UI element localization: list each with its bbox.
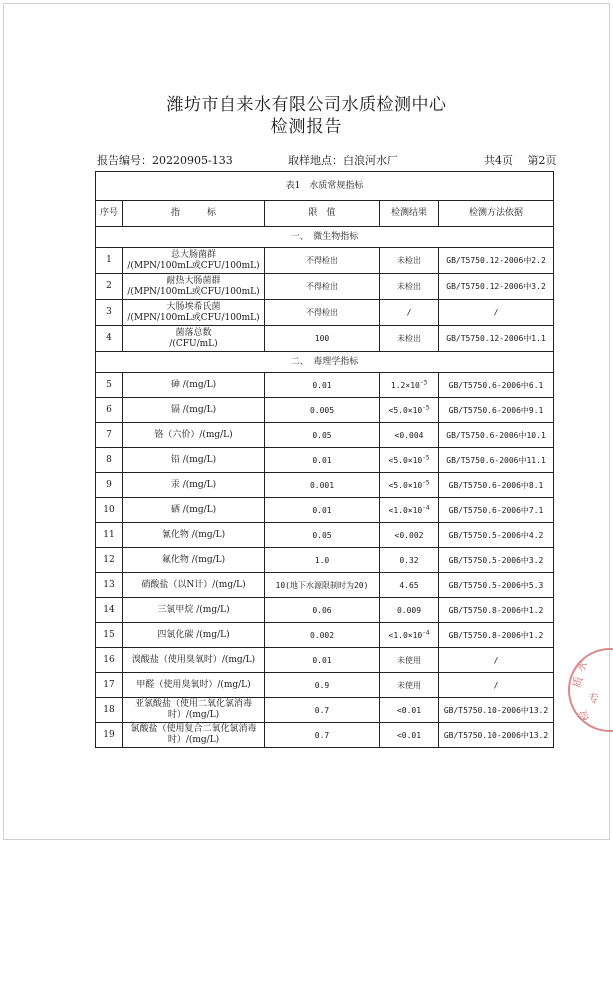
limit-value: 0.9: [265, 673, 380, 698]
method-basis: GB/T5750.5-2006中5.3: [439, 573, 554, 598]
indicator-cell: [123, 248, 265, 274]
result-exponent: -5: [422, 403, 430, 411]
indicator-name: 氟化物 /(mg/L): [161, 554, 226, 565]
indicator-cell: [123, 373, 265, 398]
indicator-cell: [123, 398, 265, 423]
result-value: <1.0×10: [388, 505, 423, 515]
table-caption: 表1 水质常规指标: [96, 172, 554, 201]
result-value: 4.65: [399, 580, 419, 590]
table-row: [96, 698, 554, 723]
section-title: 二、 毒理学指标: [96, 352, 554, 373]
result-value: 0.009: [396, 605, 422, 615]
limit-value: 0.01: [265, 373, 380, 398]
indicator-cell: [123, 274, 265, 300]
row-number: 15: [96, 623, 123, 648]
result-cell: [380, 498, 439, 523]
table-row: [96, 723, 554, 748]
result-value: 0.32: [399, 555, 419, 565]
indicator-cell: [123, 673, 265, 698]
row-number: 18: [96, 698, 123, 723]
limit-value: 不得检出: [265, 248, 380, 274]
result-cell: [380, 723, 439, 748]
row-number: 10: [96, 498, 123, 523]
result-value: 未检出: [397, 334, 421, 343]
method-basis: GB/T5750.6-2006中7.1: [439, 498, 554, 523]
result-cell: [380, 698, 439, 723]
indicator-name: 砷 /(mg/L): [170, 379, 217, 390]
table-row: [96, 423, 554, 448]
report-subtitle: 检测报告: [270, 117, 343, 137]
limit-value: 0.06: [265, 598, 380, 623]
section-header-row: [96, 227, 554, 248]
row-number: 8: [96, 448, 123, 473]
result-cell: [380, 300, 439, 326]
result-value: <5.0×10: [388, 480, 423, 490]
method-basis: GB/T5750.8-2006中1.2: [439, 623, 554, 648]
method-basis: GB/T5750.6-2006中8.1: [439, 473, 554, 498]
table-row: [96, 373, 554, 398]
row-number: 2: [96, 274, 123, 300]
indicator-unit: /(MPN/100mL或CFU/100mL): [127, 286, 260, 297]
indicator-cell: [123, 300, 265, 326]
method-basis: /: [439, 673, 554, 698]
indicator-name: 亚氯酸盐（使用二氧化氯消毒时）/(mg/L): [134, 699, 252, 720]
limit-value: 0.01: [265, 498, 380, 523]
method-basis: GB/T5750.6-2006中9.1: [439, 398, 554, 423]
result-value: /: [406, 308, 412, 317]
table-row: [96, 573, 554, 598]
method-basis: GB/T5750.8-2006中1.2: [439, 598, 554, 623]
result-cell: [380, 373, 439, 398]
row-number: 17: [96, 673, 123, 698]
result-cell: [380, 673, 439, 698]
result-cell: [380, 598, 439, 623]
table-row: [96, 274, 554, 300]
method-basis: GB/T5750.6-2006中10.1: [439, 423, 554, 448]
limit-value: 0.7: [265, 698, 380, 723]
table-row: [96, 498, 554, 523]
header-result: 检测结果: [380, 201, 439, 227]
method-basis: GB/T5750.10-2006中13.2: [439, 698, 554, 723]
result-cell: [380, 648, 439, 673]
row-number: 1: [96, 248, 123, 274]
table-row: [96, 598, 554, 623]
method-basis: /: [439, 300, 554, 326]
limit-value: 0.05: [265, 523, 380, 548]
indicator-unit: /(CFU/mL): [169, 338, 218, 349]
result-exponent: -3: [419, 378, 428, 386]
method-basis: GB/T5750.5-2006中3.2: [439, 548, 554, 573]
table-row: [96, 398, 554, 423]
limit-value: 不得检出: [265, 274, 380, 300]
indicator-name: 总大肠菌群: [170, 249, 216, 260]
table-row: [96, 248, 554, 274]
table-header-row: [96, 201, 554, 227]
section-header-row: [96, 352, 554, 373]
indicator-cell: [123, 723, 265, 748]
result-value: <0.004: [394, 430, 424, 440]
result-cell: [380, 423, 439, 448]
table-row: [96, 523, 554, 548]
table-row: [96, 300, 554, 326]
result-cell: [380, 473, 439, 498]
result-value: <0.01: [396, 705, 422, 715]
indicator-name: 四氯化碳 /(mg/L): [157, 629, 230, 640]
result-cell: [380, 398, 439, 423]
indicator-name: 耐热大肠菌群: [166, 275, 221, 286]
indicator-name: 镉 /(mg/L): [170, 404, 217, 415]
method-basis: GB/T5750.12-2006中1.1: [439, 326, 554, 352]
indicator-cell: [123, 698, 265, 723]
table-row: [96, 673, 554, 698]
table-caption-row: [96, 172, 554, 201]
result-cell: [380, 548, 439, 573]
limit-value: 不得检出: [265, 300, 380, 326]
indicator-name: 溴酸盐（使用臭氧时）/(mg/L): [131, 654, 256, 665]
report-number: 报告编号：20220905-133: [97, 154, 233, 167]
indicator-cell: [123, 473, 265, 498]
row-number: 3: [96, 300, 123, 326]
limit-value: 0.001: [265, 473, 380, 498]
table-row: [96, 548, 554, 573]
indicator-cell: [123, 573, 265, 598]
indicator-cell: [123, 548, 265, 573]
indicator-name: 菌落总数: [175, 327, 212, 338]
result-value: <0.01: [396, 730, 422, 740]
indicator-cell: [123, 448, 265, 473]
limit-value: 0.01: [265, 648, 380, 673]
method-basis: /: [439, 648, 554, 673]
row-number: 4: [96, 326, 123, 352]
limit-value: 0.7: [265, 723, 380, 748]
header-indicator: 指 标: [123, 201, 265, 227]
result-value: 未检出: [397, 256, 421, 265]
row-number: 19: [96, 723, 123, 748]
row-number: 16: [96, 648, 123, 673]
result-cell: [380, 274, 439, 300]
indicator-cell: [123, 623, 265, 648]
method-basis: GB/T5750.6-2006中6.1: [439, 373, 554, 398]
table-row: [96, 473, 554, 498]
result-exponent: -4: [422, 628, 430, 636]
row-number: 7: [96, 423, 123, 448]
table-row: [96, 623, 554, 648]
page-count: 共4页 第2页: [484, 154, 557, 167]
result-value: 未检出: [397, 282, 421, 291]
result-exponent: -5: [422, 453, 430, 461]
indicator-cell: [123, 598, 265, 623]
indicator-cell: [123, 498, 265, 523]
row-number: 14: [96, 598, 123, 623]
result-value: <5.0×10: [388, 455, 423, 465]
report-title: 潍坊市自来水有限公司水质检测中心: [166, 95, 447, 115]
result-value: <1.0×10: [388, 630, 423, 640]
limit-value: 10(地下水源限制时为20): [265, 573, 380, 598]
indicator-cell: [123, 523, 265, 548]
indicator-name: 铬（六价）/(mg/L): [154, 429, 233, 440]
indicator-name: 铅 /(mg/L): [170, 454, 217, 465]
limit-value: 100: [265, 326, 380, 352]
result-value: <0.002: [394, 530, 424, 540]
limit-value: 0.005: [265, 398, 380, 423]
indicator-name: 大肠埃希氏菌: [166, 301, 221, 312]
result-cell: [380, 623, 439, 648]
header-limit: 限 值: [265, 201, 380, 227]
limit-value: 0.01: [265, 448, 380, 473]
indicator-name: 汞 /(mg/L): [170, 479, 217, 490]
row-number: 11: [96, 523, 123, 548]
row-number: 9: [96, 473, 123, 498]
header-method: 检测方法依据: [439, 201, 554, 227]
result-value: 未使用: [397, 655, 421, 665]
section-title: 一、 微生物指标: [96, 227, 554, 248]
indicator-unit: /(MPN/100mL或CFU/100mL): [127, 260, 260, 271]
limit-value: 0.05: [265, 423, 380, 448]
result-exponent: -4: [422, 503, 430, 511]
result-cell: [380, 573, 439, 598]
indicator-name: 氯酸盐（使用复合二氧化氯消毒时）/(mg/L): [130, 724, 257, 745]
limit-value: 1.0: [265, 548, 380, 573]
method-basis: GB/T5750.5-2006中4.2: [439, 523, 554, 548]
method-basis: GB/T5750.6-2006中11.1: [439, 448, 554, 473]
sampling-site: 取样地点：白浪河水厂: [288, 154, 398, 167]
method-basis: GB/T5750.10-2006中13.2: [439, 723, 554, 748]
result-cell: [380, 448, 439, 473]
method-basis: GB/T5750.12-2006中3.2: [439, 274, 554, 300]
indicator-cell: [123, 326, 265, 352]
table-row: [96, 648, 554, 673]
table-row: [96, 448, 554, 473]
result-cell: [380, 523, 439, 548]
row-number: 5: [96, 373, 123, 398]
row-number: 6: [96, 398, 123, 423]
method-basis: GB/T5750.12-2006中2.2: [439, 248, 554, 274]
row-number: 12: [96, 548, 123, 573]
result-value: 未使用: [397, 680, 421, 690]
indicator-name: 三氯甲烷 /(mg/L): [157, 604, 230, 615]
indicator-cell: [123, 648, 265, 673]
indicator-name: 氰化物 /(mg/L): [161, 529, 226, 540]
row-number: 13: [96, 573, 123, 598]
indicator-unit: /(MPN/100mL或CFU/100mL): [127, 312, 260, 323]
result-value: <5.0×10: [388, 405, 423, 415]
water-quality-table: [95, 171, 554, 748]
official-seal: 水 质 专 检: [568, 648, 613, 732]
limit-value: 0.002: [265, 623, 380, 648]
indicator-name: 硝酸盐（以N计）/(mg/L): [141, 579, 246, 590]
indicator-name: 甲醛（使用臭氧时）/(mg/L): [136, 679, 251, 690]
header-no: 序号: [96, 201, 123, 227]
result-exponent: -5: [422, 478, 430, 486]
result-cell: [380, 326, 439, 352]
result-value: 1.2×10: [390, 380, 420, 390]
indicator-name: 硒 /(mg/L): [170, 504, 217, 515]
table-row: [96, 326, 554, 352]
indicator-cell: [123, 423, 265, 448]
result-cell: [380, 248, 439, 274]
